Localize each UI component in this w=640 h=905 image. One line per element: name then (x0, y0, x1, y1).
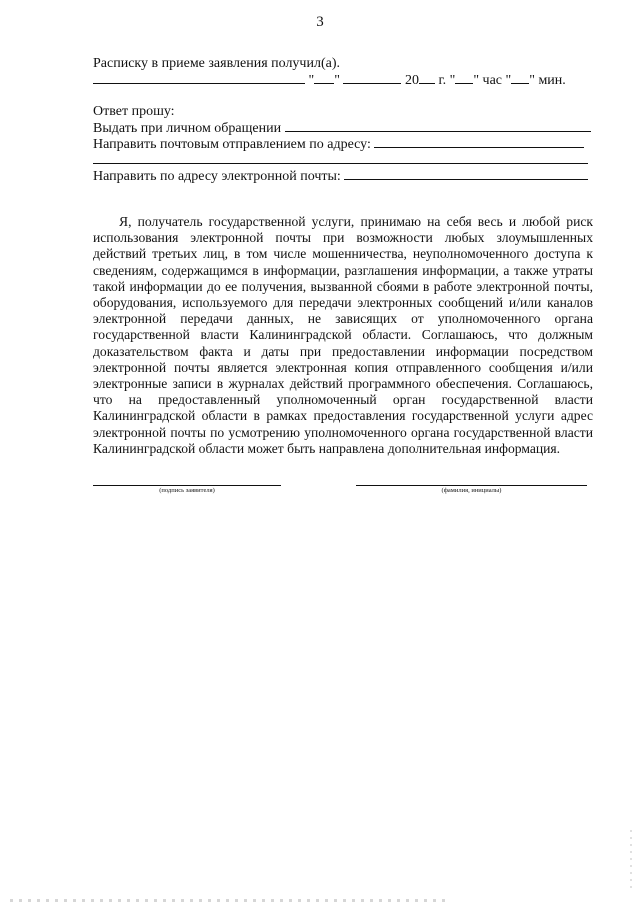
page-number: 3 (316, 14, 324, 30)
receiver-blank (93, 71, 305, 84)
request-title: Ответ прошу: (93, 104, 175, 119)
email-blank (344, 167, 588, 180)
receipt-title: Расписку в приеме заявления получил(а). (93, 56, 340, 71)
option-email (93, 167, 588, 185)
minute-suffix: " мин. (529, 73, 566, 88)
scan-noise-bottom (10, 899, 450, 902)
option-in-person-label: Выдать при личном обращении (93, 121, 282, 136)
minute-blank (511, 71, 529, 84)
signature-line (93, 485, 281, 486)
year-prefix: 20 (404, 73, 419, 88)
scan-noise-right (630, 830, 632, 890)
date-quote-open: " (308, 73, 315, 88)
month-blank (343, 71, 401, 84)
signature-caption: (подпись заявителя) (159, 487, 215, 494)
option-post (93, 135, 584, 153)
day-blank (314, 71, 334, 84)
year-suffix: г. " (438, 73, 456, 88)
post-address-second-line (93, 163, 588, 164)
hour-blank (455, 71, 473, 84)
name-line (356, 485, 587, 486)
name-caption: (фамилия, инициалы) (441, 487, 502, 494)
year-blank (419, 71, 435, 84)
option-email-label: Направить по адресу электронной почты: (93, 169, 341, 184)
receipt-date-line (93, 71, 566, 89)
hour-suffix: " час " (473, 73, 512, 88)
in-person-blank (285, 119, 591, 132)
option-post-label: Направить почтовым отправлением по адресу: (93, 137, 371, 152)
consent-paragraph: Я, получатель государственной услуги, принимаю на себя весь и любой риск использования электронной почты при возможности любых злоумышленных действий третьих лиц, в том числе мошенничества, неуполномоченного доступа к сведениям, содержащимся в информации, разглашения информации, а также утраты такой информации до ее получения, вызванной сбоями в работе электронной почты, оборудования, используемого для передачи электронных сообщений и/или каналов электронной передачи данных, не зависящих от уполномоченного органа государственной власти Калининградской области. Соглашаюсь, что должным доказательством факта и даты при предоставлении информации посредством электронной почты является электронная копия отправленного сообщения и/или электронные записи в журналах действий программного обеспечения. Соглашаюсь, что на предоставленный уполномоченный орган государственной власти Калининградской области в рамках предоставления государственной услуги адрес электронной почты по усмотрению уполномоченного органа государственной власти Калининградской области может быть направлена дополнительная информация. (93, 214, 593, 456)
post-address-blank (374, 135, 584, 148)
date-quote-close: " (334, 73, 340, 88)
